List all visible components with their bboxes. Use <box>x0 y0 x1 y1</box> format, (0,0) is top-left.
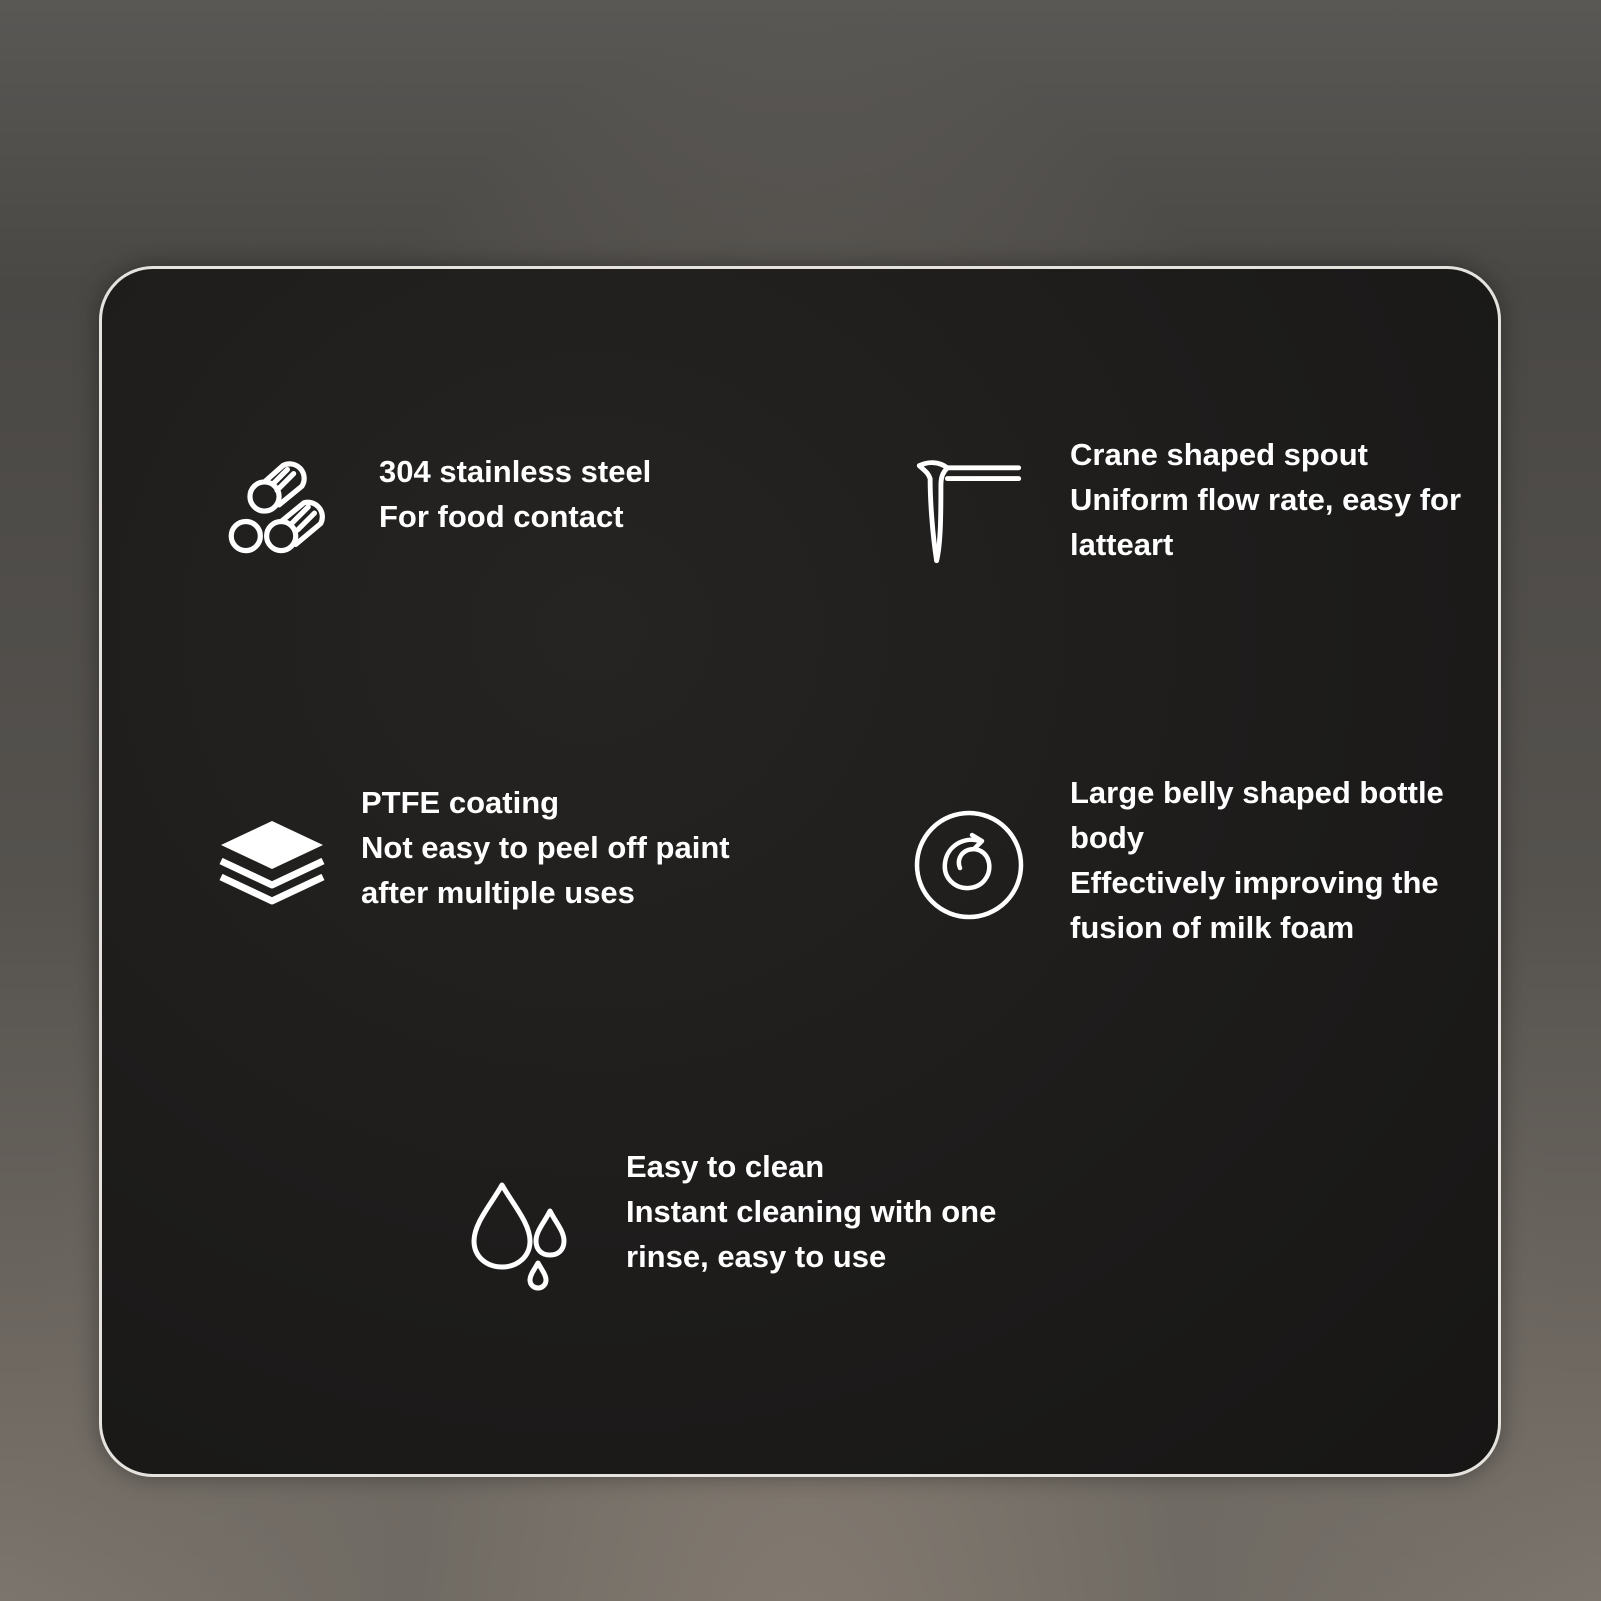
layers-icon <box>217 815 327 911</box>
features-panel <box>99 266 1501 1477</box>
feature-clean-line-2: rinse, easy to use <box>626 1239 887 1274</box>
feature-ptfe-text <box>361 780 730 915</box>
feature-steel-title: 304 stainless steel <box>379 454 652 489</box>
crane-spout-icon <box>915 457 1023 565</box>
feature-clean-title: Easy to clean <box>626 1149 825 1184</box>
swirl-circle-icon <box>914 810 1024 920</box>
feature-spout-line-2: latteart <box>1070 527 1174 562</box>
feature-spout-line-1: Uniform flow rate, easy for <box>1070 482 1462 517</box>
feature-belly-title: Large belly shaped bottle <box>1070 775 1444 810</box>
feature-spout-title: Crane shaped spout <box>1070 437 1368 472</box>
water-drops-icon <box>470 1181 572 1293</box>
feature-belly-line-3: fusion of milk foam <box>1070 910 1355 945</box>
feature-belly-line-2: Effectively improving the <box>1070 865 1439 900</box>
feature-spout-text <box>1070 432 1461 567</box>
feature-clean-text <box>626 1144 996 1279</box>
feature-clean-line-1: Instant cleaning with one <box>626 1194 997 1229</box>
steel-pipes-icon <box>225 457 329 561</box>
feature-steel-line-1: For food contact <box>379 499 624 534</box>
feature-ptfe-line-2: after multiple uses <box>361 875 635 910</box>
feature-steel-text <box>379 449 651 539</box>
feature-belly-text <box>1070 770 1444 950</box>
feature-ptfe-line-1: Not easy to peel off paint <box>361 830 730 865</box>
feature-belly-line-1: body <box>1070 820 1145 855</box>
feature-ptfe-title: PTFE coating <box>361 785 560 820</box>
